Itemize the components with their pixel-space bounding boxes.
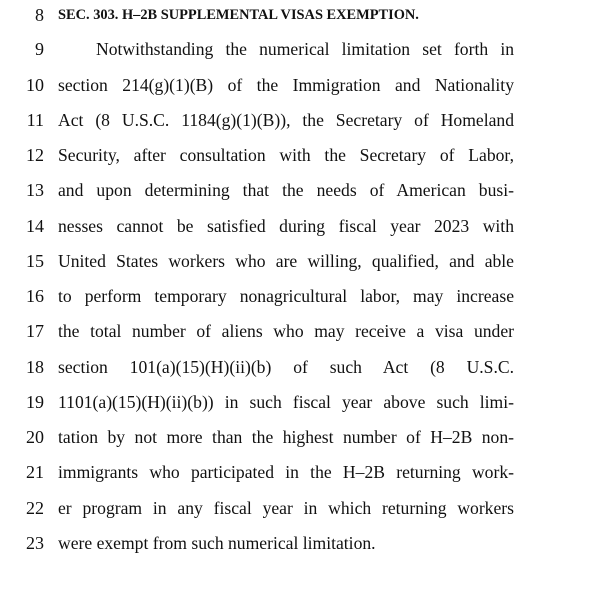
line-text: Act (8 U.S.C. 1184(g)(1)(B)), the Secretary of Homeland xyxy=(58,110,514,130)
line-text: 1101(a)(15)(H)(ii)(b)) in such fiscal year above such limi- xyxy=(58,392,514,412)
line-number: 20 xyxy=(26,427,44,447)
text-line xyxy=(0,211,610,241)
line-number: 18 xyxy=(26,357,44,377)
text-line xyxy=(0,352,610,382)
line-text: were exempt from such numerical limitation. xyxy=(58,533,376,553)
line-text: Notwithstanding the numerical limitation set forth in xyxy=(96,39,514,59)
line-text: the total number of aliens who may receive a visa under xyxy=(58,321,514,341)
text-line xyxy=(0,316,610,346)
line-number: 13 xyxy=(26,180,44,200)
line-text: United States workers who are willing, qualified, and able xyxy=(58,251,514,271)
line-number: 12 xyxy=(26,145,44,165)
line-number: 11 xyxy=(26,110,44,130)
text-line xyxy=(0,34,610,64)
line-text: er program in any fiscal year in which returning workers xyxy=(58,498,514,518)
text-line xyxy=(0,140,610,170)
section-heading: SEC. 303. H–2B SUPPLEMENTAL VISAS EXEMPTION. xyxy=(58,7,419,23)
line-number: 21 xyxy=(26,462,44,482)
line-text: and upon determining that the needs of American busi- xyxy=(58,180,514,200)
line-text: immigrants who participated in the H–2B returning work- xyxy=(58,462,514,482)
section-heading-line xyxy=(0,0,610,30)
line-text: section 214(g)(1)(B) of the Immigration and Nationality xyxy=(58,75,514,95)
text-line xyxy=(0,105,610,135)
line-number: 16 xyxy=(26,286,44,306)
text-line xyxy=(0,175,610,205)
line-number: 17 xyxy=(26,321,44,341)
line-number: 23 xyxy=(26,533,44,553)
line-number: 9 xyxy=(35,39,44,59)
line-number: 10 xyxy=(26,75,44,95)
line-number: 15 xyxy=(26,251,44,271)
line-text: tation by not more than the highest number of H–2B non- xyxy=(58,427,514,447)
text-line xyxy=(0,246,610,276)
text-line xyxy=(0,70,610,100)
line-text: nesses cannot be satisfied during fiscal year 2023 with xyxy=(58,216,514,236)
line-text: Security, after consultation with the Secretary of Labor, xyxy=(58,145,514,165)
line-number: 19 xyxy=(26,392,44,412)
text-line xyxy=(0,281,610,311)
line-number: 14 xyxy=(26,216,44,236)
text-line xyxy=(0,422,610,452)
line-text: section 101(a)(15)(H)(ii)(b) of such Act (8 U.S.C. xyxy=(58,357,514,377)
line-text: to perform temporary nonagricultural labor, may increase xyxy=(58,286,514,306)
line-number: 22 xyxy=(26,498,44,518)
text-line xyxy=(0,457,610,487)
text-line xyxy=(0,528,610,558)
line-number: 8 xyxy=(35,5,44,25)
text-line xyxy=(0,493,610,523)
text-line xyxy=(0,387,610,417)
